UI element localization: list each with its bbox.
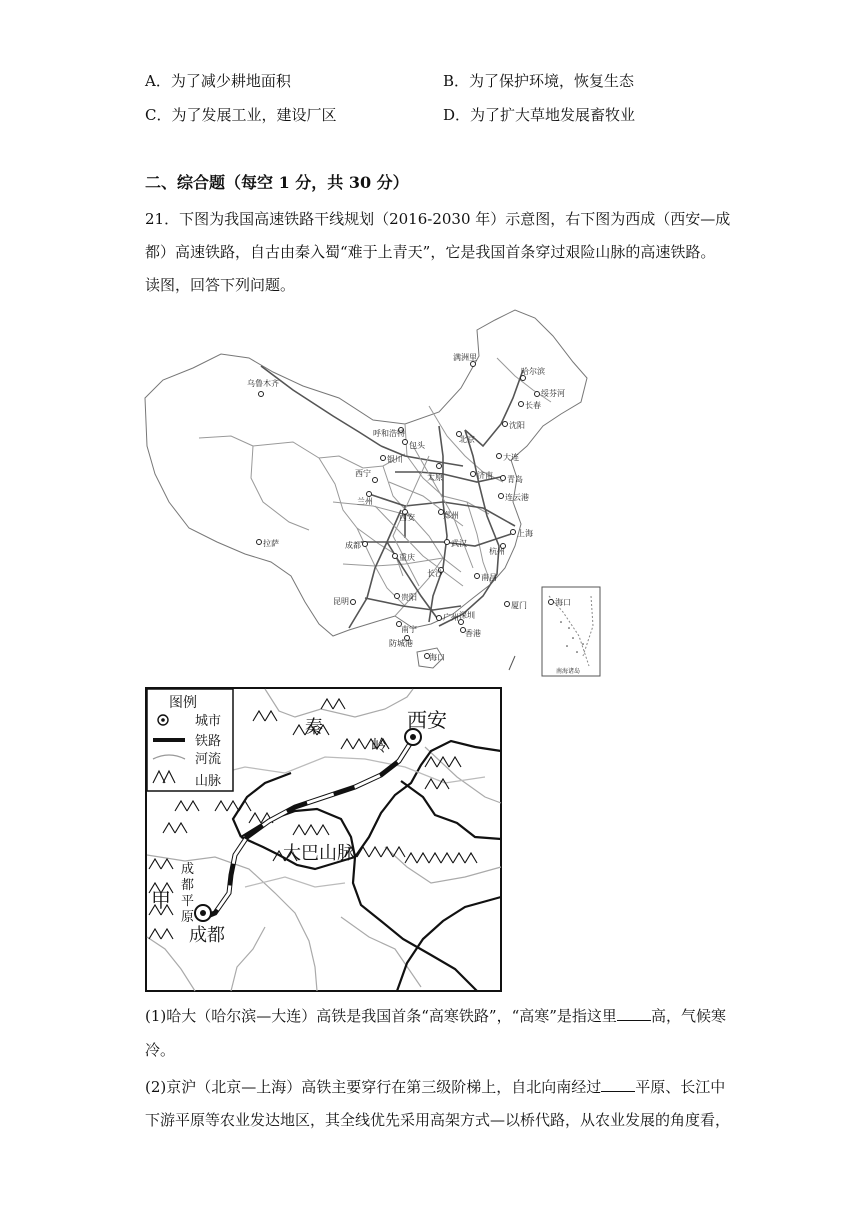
- city-hohhot: 呼和浩特: [373, 429, 405, 438]
- city-xining: 西宁: [355, 469, 371, 478]
- choice-b: B．为了保护环境，恢复生态: [443, 72, 635, 90]
- city-taiyuan: 太原: [427, 473, 443, 482]
- choice-c: C．为了发展工业，建设厂区: [145, 106, 337, 124]
- city-changchun: 长春: [525, 401, 541, 410]
- inset-caption: 南海诸岛: [556, 668, 581, 675]
- answer-blank-2[interactable]: [601, 1077, 635, 1092]
- label-chengdu: 成都: [189, 925, 225, 946]
- city-changsha: 长沙: [427, 569, 443, 578]
- city-lhasa: 拉萨: [263, 539, 279, 548]
- city-urumqi: 乌鲁木齐: [247, 379, 279, 388]
- city-haikou: 海口: [429, 653, 445, 662]
- city-guiyang: 贵阳: [401, 593, 417, 602]
- legend-river: 河流: [195, 752, 222, 767]
- city-jinan: 济南: [477, 471, 493, 480]
- city-shenzhen: 深圳: [459, 611, 475, 620]
- city-lanzhou: 兰州: [357, 497, 373, 506]
- city-fangchenggang: 防城港: [389, 639, 413, 648]
- city-lianyungang: 连云港: [505, 493, 529, 502]
- city-xiamen: 厦门: [511, 601, 527, 610]
- question-21-line-3: 读图，回答下列问题。: [145, 276, 296, 294]
- city-hangzhou: 杭州: [489, 547, 505, 556]
- city-chengdu: 成都: [345, 541, 361, 550]
- city-beijing: 北京: [459, 435, 475, 444]
- city-hongkong: 香港: [465, 629, 481, 638]
- map-legend: [147, 689, 233, 791]
- label-ling: 岭: [371, 736, 388, 755]
- city-dalian: 大连: [503, 453, 519, 462]
- section-heading: 二、综合题（每空 1 分，共 30 分）: [145, 173, 409, 192]
- question-21-line-2: 都）高速铁路，自古由秦入蜀“难于上青天”，它是我国首条穿过艰险山脉的高速铁路。: [145, 243, 716, 261]
- answer-blank-1[interactable]: [617, 1006, 651, 1021]
- label-plain-4: 原: [181, 910, 195, 925]
- city-xian: 西安: [399, 513, 415, 522]
- city-shanghai: 上海: [517, 529, 533, 538]
- city-guangzhou: 广州: [443, 613, 459, 622]
- city-harbin: 哈尔滨: [521, 367, 545, 376]
- city-chongqing: 重庆: [399, 553, 415, 562]
- city-kunming: 昆明: [333, 597, 349, 606]
- choice-d: D．为了扩大草地发展畜牧业: [443, 106, 636, 124]
- legend-city: 城市: [195, 714, 222, 729]
- choice-a: A．为了减少耕地面积: [145, 72, 291, 90]
- label-dabashan: 大巴山脉: [283, 843, 355, 864]
- city-shenyang: 沈阳: [509, 421, 525, 430]
- label-qin: 秦: [305, 717, 323, 738]
- inset-city-haikou: 海口: [555, 598, 571, 607]
- legend-railway: 铁路: [195, 734, 222, 749]
- label-jia: 甲: [151, 888, 171, 912]
- china-railway-map: [143, 306, 603, 678]
- question-21-1: (1)哈大（哈尔滨—大连）高铁是我国首条“高寒铁路”，“高寒”是指这里 高，气候寒: [145, 1007, 726, 1025]
- city-suifenhe: 绥芬河: [541, 389, 565, 398]
- question-21-2-cont: 下游平原等农业发达地区，其全线优先采用高架方式—以桥代路，从农业发展的角度看，: [145, 1111, 731, 1129]
- city-marker-chengdu: [195, 905, 211, 921]
- xian-chengdu-map: [145, 687, 503, 993]
- city-yinchuan: 银川: [387, 455, 403, 464]
- label-plain-3: 平: [181, 894, 195, 909]
- city-manzhouli: 满洲里: [453, 353, 477, 362]
- legend-mountain: 山脉: [195, 774, 222, 789]
- label-plain-1: 成: [181, 862, 195, 877]
- city-baotou: 包头: [409, 441, 425, 450]
- question-21-1-cont: 冷。: [145, 1041, 176, 1059]
- city-nanchang: 南昌: [481, 573, 497, 582]
- city-qingdao: 青岛: [507, 475, 523, 484]
- question-21-2: (2)京沪（北京—上海）高铁主要穿行在第三级阶梯上，自北向南经过 平原、长江中: [145, 1078, 726, 1096]
- question-21-line-1: 21．下图为我国高速铁路干线规划（2016-2030 年）示意图，右下图为西成（西安—成: [145, 210, 731, 228]
- label-xian: 西安: [407, 708, 447, 732]
- label-plain-2: 都: [181, 878, 195, 893]
- legend-title: 图例: [169, 695, 197, 711]
- city-wuhan: 武汉: [451, 539, 467, 548]
- city-zhengzhou: 郑州: [443, 511, 459, 520]
- city-nanning: 南宁: [401, 625, 417, 634]
